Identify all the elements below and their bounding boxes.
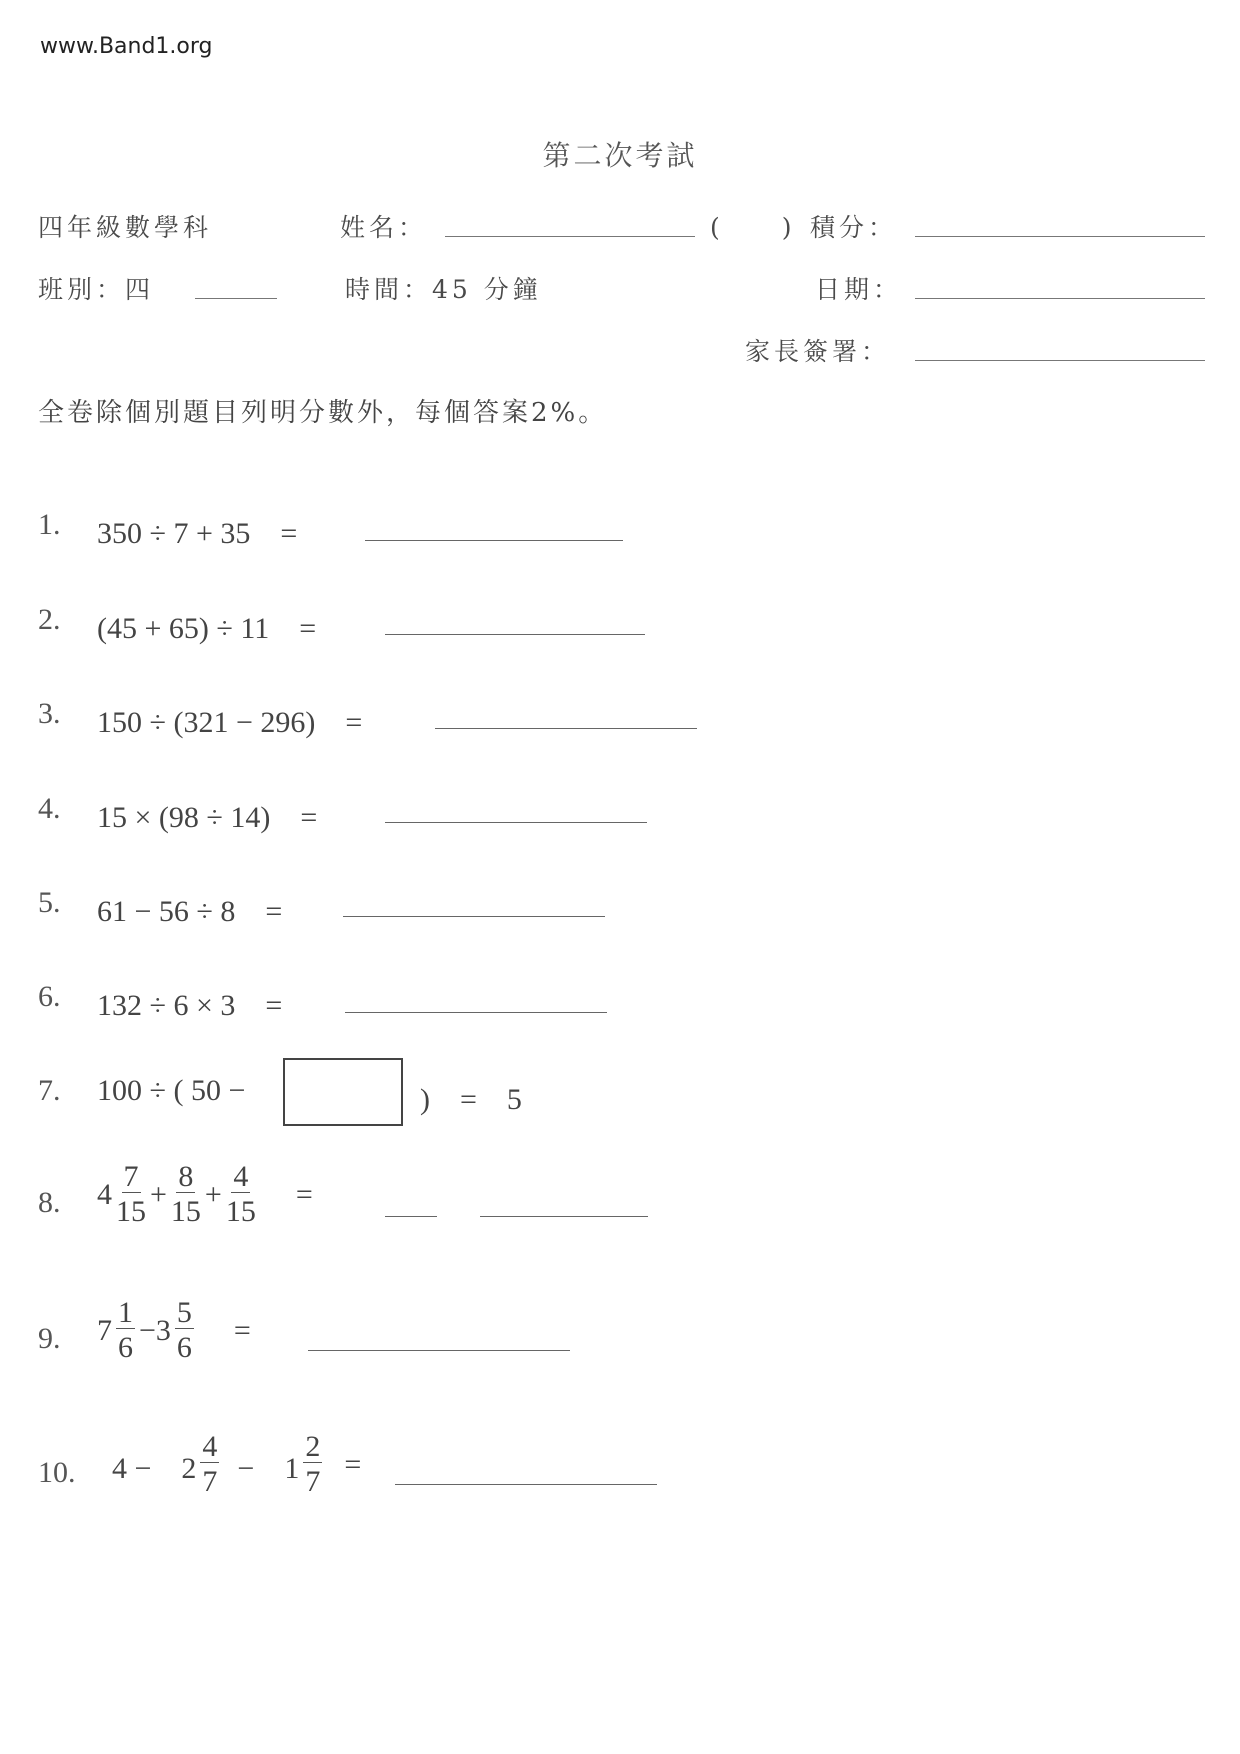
question-expression: 132 ÷ 6 × 3 = — [97, 989, 283, 1022]
question-expression: 350 ÷ 7 + 35 = — [97, 517, 298, 550]
name-label: 姓名： — [340, 213, 428, 242]
score-field[interactable] — [915, 236, 1205, 237]
fraction: $\frac{7}{15}$ — [116, 1160, 146, 1228]
question-number: 9. — [38, 1322, 61, 1355]
watermark-url: www.Band1.org — [40, 34, 213, 59]
operator: − 1 — [237, 1451, 300, 1485]
fraction: $\frac{1}{6}$ — [118, 1296, 133, 1364]
equals-sign: = — [233, 1313, 251, 1347]
score-label: 積分： — [810, 213, 898, 242]
equals-sign: = — [344, 1447, 362, 1481]
exam-title: 第二次考試 — [542, 139, 698, 172]
question-number: 8. — [38, 1186, 61, 1219]
question-expression: 61 − 56 ÷ 8 = — [97, 895, 283, 928]
question-expression-left: 100 ÷ ( 50 − — [97, 1074, 246, 1107]
fraction: $\frac{8}{15}$ — [170, 1160, 201, 1228]
answer-blank[interactable] — [343, 916, 605, 917]
fraction: $\frac{2}{7}$ — [305, 1430, 321, 1498]
class-label: 班別：四 — [38, 275, 155, 304]
question-number: 2. — [38, 603, 61, 636]
answer-blank[interactable] — [435, 728, 697, 729]
question-expression: (45 + 65) ÷ 11 = — [97, 612, 317, 645]
parent-signature-label: 家長簽署： — [745, 337, 891, 366]
question-expression: 15 × (98 ÷ 14) = — [97, 801, 318, 834]
question-expression: 150 ÷ (321 − 296) = — [97, 706, 363, 739]
answer-blank[interactable] — [385, 822, 647, 823]
answer-blank[interactable] — [395, 1484, 657, 1485]
date-field[interactable] — [915, 298, 1205, 299]
time-label: 時間：45 分鐘 — [345, 275, 542, 304]
equals-sign: = — [295, 1177, 313, 1211]
question-number: 6. — [38, 980, 61, 1013]
question-number: 7. — [38, 1074, 61, 1107]
lead-term: 4 − 2 — [112, 1451, 197, 1485]
whole-number: 7 — [97, 1313, 112, 1347]
question-number: 5. — [38, 886, 61, 919]
answer-blank-whole[interactable] — [385, 1216, 437, 1217]
parent-signature-field[interactable] — [915, 360, 1205, 361]
fraction: $\frac{5}{6}$ — [176, 1296, 192, 1364]
answer-blank[interactable] — [365, 540, 623, 541]
class-field[interactable] — [195, 298, 277, 299]
name-field[interactable] — [445, 236, 695, 237]
whole-number: 4 — [97, 1177, 112, 1211]
answer-blank[interactable] — [480, 1216, 648, 1217]
operator: + — [204, 1177, 222, 1211]
question-expression — [112, 1432, 361, 1497]
answer-blank[interactable] — [345, 1012, 607, 1013]
question-expression — [97, 1162, 313, 1227]
question-number: 3. — [38, 697, 61, 730]
operator: −3 — [139, 1313, 171, 1347]
fraction: $\frac{4}{15}$ — [225, 1160, 256, 1228]
question-number: 10. — [38, 1456, 76, 1489]
answer-blank[interactable] — [385, 634, 645, 635]
fraction: $\frac{4}{7}$ — [202, 1430, 218, 1498]
question-expression-right: ) = 5 — [420, 1083, 522, 1116]
answer-box[interactable] — [283, 1058, 403, 1126]
answer-blank[interactable] — [308, 1350, 570, 1351]
question-expression — [97, 1298, 251, 1363]
instruction-text: 全卷除個別題目列明分數外，每個答案2%。 — [38, 398, 608, 428]
question-number: 4. — [38, 792, 61, 825]
subject-label: 四年級數學科 — [38, 213, 213, 242]
question-number: 1. — [38, 508, 61, 541]
class-number-paren: ( ) — [710, 213, 796, 242]
operator: + — [150, 1177, 167, 1211]
date-label: 日期： — [815, 275, 903, 304]
